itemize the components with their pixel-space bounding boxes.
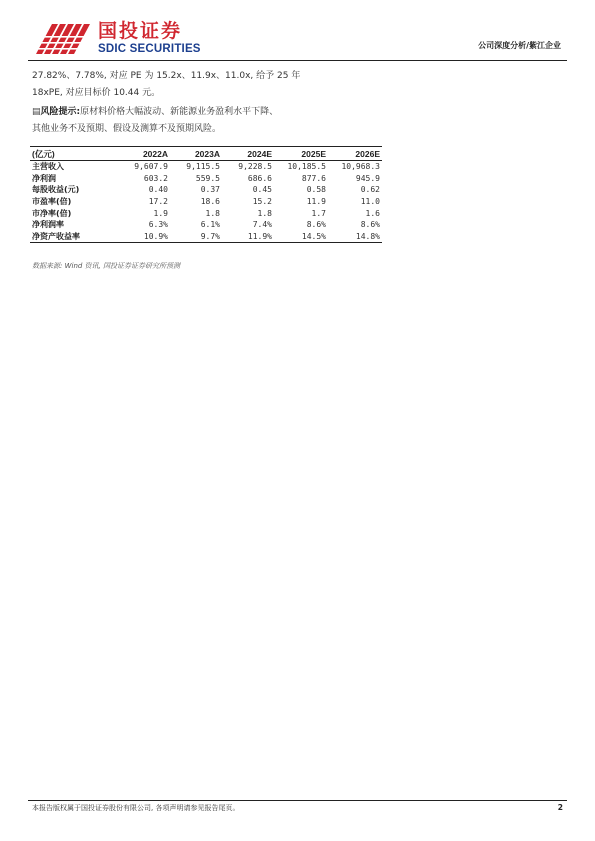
row-label: 净利润率 <box>32 220 64 230</box>
company-logo <box>32 18 232 58</box>
table-cell: 0.40 <box>148 185 168 195</box>
risk-bullet-icon: ▤ <box>32 107 41 117</box>
table-cell: 1.8 <box>257 208 272 218</box>
header-divider <box>28 60 567 61</box>
logo-english-name: SDIC SECURITIES <box>98 43 201 55</box>
table-row <box>30 173 382 185</box>
table-cell: 0.45 <box>252 185 272 195</box>
row-label: 主营收入 <box>32 162 64 172</box>
financial-forecast-table <box>30 146 382 243</box>
row-label: 净利润 <box>32 173 56 183</box>
table-cell: 11.9 <box>306 197 326 207</box>
row-label: 净资产收益率 <box>30 231 118 243</box>
table-cell: 0.37 <box>200 185 220 195</box>
table-cell: 9.7% <box>170 231 222 243</box>
table-cell: 9,607.9 <box>134 162 168 172</box>
table-cell: 9,228.5 <box>238 162 272 172</box>
valuation-line-2: 18xPE, 对应目标价 10.44 元。 <box>32 88 161 98</box>
table-cell: 14.8% <box>328 231 382 243</box>
table-cell: 11.0 <box>360 197 380 207</box>
table-cell: 11.9% <box>222 231 274 243</box>
table-cell: 8.6% <box>306 220 326 230</box>
table-cell: 603.2 <box>143 173 168 183</box>
table-cell: 17.2 <box>148 197 168 207</box>
table-row <box>30 219 382 231</box>
table-cell: 1.7 <box>311 208 326 218</box>
table-cell: 7.4% <box>252 220 272 230</box>
table-cell: 0.58 <box>306 185 326 195</box>
row-label: 每股收益(元) <box>32 185 80 195</box>
risk-line-2: 其他业务不及预期、假设及测算不及预期风险。 <box>32 124 222 134</box>
table-header-row <box>30 147 382 161</box>
data-source-note: 数据来源: Wind 资讯, 国投证券证券研究所预测 <box>32 262 181 270</box>
table-cell: 6.3% <box>148 220 168 230</box>
table-row <box>30 184 382 196</box>
table-row <box>30 207 382 219</box>
column-header: 2026E <box>328 147 382 161</box>
row-label: 市净率(倍) <box>32 208 72 218</box>
table-cell: 18.6 <box>200 197 220 207</box>
report-type: 公司深度分析/紫江企业 <box>478 41 561 50</box>
table-row <box>30 231 382 243</box>
table-cell: 14.5% <box>274 231 328 243</box>
footer-divider <box>28 800 567 801</box>
row-label: 市盈率(倍) <box>32 197 72 207</box>
risk-paragraph <box>32 104 372 138</box>
table-cell: 8.6% <box>360 220 380 230</box>
column-header: 2024E <box>222 147 274 161</box>
risk-line-1: 原材料价格大幅波动、新能源业务盈利水平下降、 <box>80 107 279 117</box>
table-cell: 1.9 <box>153 208 168 218</box>
column-header: 2023A <box>170 147 222 161</box>
table-cell: 6.1% <box>200 220 220 230</box>
table-cell: 877.6 <box>301 173 326 183</box>
table-cell: 10.9% <box>118 231 170 243</box>
table-cell: 945.9 <box>355 173 380 183</box>
table-cell: 0.62 <box>360 185 380 195</box>
risk-title: 风险提示: <box>40 107 81 117</box>
table-cell: 10,968.3 <box>341 162 380 172</box>
page-number: 2 <box>557 803 563 812</box>
table-row <box>30 196 382 208</box>
logo-stripes-icon <box>32 20 92 56</box>
table-cell: 15.2 <box>252 197 272 207</box>
table-cell: 10,185.5 <box>287 162 326 172</box>
table-cell: 9,115.5 <box>186 162 220 172</box>
page-header <box>28 18 567 62</box>
table-cell: 559.5 <box>195 173 220 183</box>
table-cell: 1.8 <box>205 208 220 218</box>
table-row <box>30 161 382 173</box>
valuation-paragraph <box>32 68 372 102</box>
copyright-disclaimer: 本报告版权属于国投证券股份有限公司, 各项声明请参见报告尾页。 <box>32 804 240 812</box>
logo-chinese-name: 国投证券 <box>98 20 183 42</box>
table-cell: 1.6 <box>365 208 380 218</box>
column-header: 2022A <box>118 147 170 161</box>
valuation-line-1: 27.82%、7.78%, 对应 PE 为 15.2x、11.9x、11.0x, 给予 25 年 <box>32 71 301 81</box>
table-cell: 686.6 <box>247 173 272 183</box>
unit-label: (亿元) <box>30 147 118 161</box>
column-header: 2025E <box>274 147 328 161</box>
